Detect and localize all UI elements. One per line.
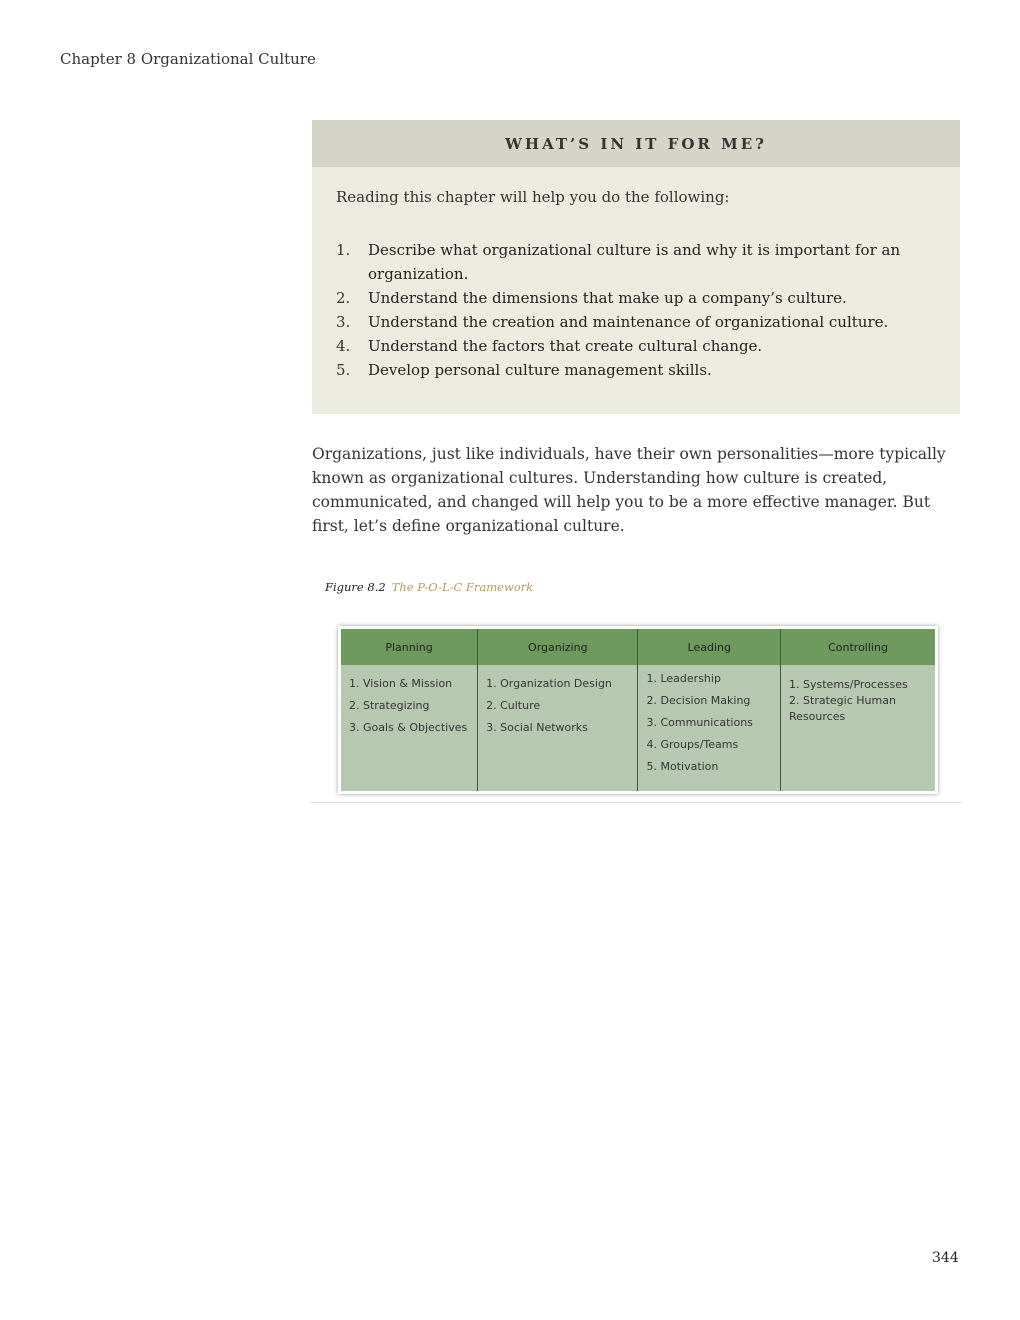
table-item: 1. Systems/Processes xyxy=(789,678,908,691)
item-text: Develop personal culture management skills. xyxy=(368,361,712,379)
objectives-title: WHAT’S IN IT FOR ME? xyxy=(312,120,960,167)
item-number: 4. xyxy=(336,337,351,355)
table-item: 3. Communications xyxy=(646,716,753,729)
table-item: 1. Organization Design xyxy=(486,677,612,690)
figure-caption xyxy=(325,580,533,594)
leading-cell xyxy=(638,665,781,791)
table-item: 1. Leadership xyxy=(646,672,721,685)
table-item: 3. Social Networks xyxy=(486,721,588,734)
figure-title: The P-O-L-C Framework xyxy=(391,580,534,594)
objectives-list xyxy=(336,238,936,382)
column-header-controlling: Controlling xyxy=(781,629,935,665)
table-item: 2. Decision Making xyxy=(646,694,751,707)
item-text: Describe what organizational culture is and why it is important for an organization. xyxy=(368,241,901,283)
list-item xyxy=(336,334,936,358)
table-item: 5. Motivation xyxy=(646,760,719,773)
item-text: Understand the factors that create cultural change. xyxy=(368,337,763,355)
item-number: 1. xyxy=(336,241,351,259)
organizing-cell xyxy=(478,665,638,791)
column-header-planning: Planning xyxy=(341,629,478,665)
item-number: 3. xyxy=(336,313,351,331)
column-header-organizing: Organizing xyxy=(478,629,638,665)
list-item xyxy=(336,358,936,382)
polc-framework-table xyxy=(338,626,938,794)
column-header-leading: Leading xyxy=(638,629,781,665)
table-item: 3. Goals & Objectives xyxy=(349,721,468,734)
list-item xyxy=(336,238,936,286)
table-item: 2. Strategizing xyxy=(349,699,430,712)
objectives-box xyxy=(312,120,960,414)
figure-label: Figure 8.2 xyxy=(325,580,386,594)
body-paragraph: Organizations, just like individuals, have their own personalities—more typically known as organizational cultures. Understanding how culture is created, communicated, and changed will help you to be a more effective manager. But first, let’s define organizational culture. xyxy=(312,445,946,535)
page-number: 344 xyxy=(932,1250,959,1266)
item-text: Understand the dimensions that make up a company’s culture. xyxy=(368,289,847,307)
planning-cell xyxy=(341,665,478,791)
item-text: Understand the creation and maintenance of organizational culture. xyxy=(368,313,889,331)
controlling-cell xyxy=(781,665,935,791)
item-number: 2. xyxy=(336,289,351,307)
list-item xyxy=(336,310,936,334)
divider xyxy=(310,802,962,803)
table-item: 2. Strategic Human Resources xyxy=(789,694,896,723)
list-item xyxy=(336,286,936,310)
chapter-header: Chapter 8 Organizational Culture xyxy=(60,50,316,68)
table-item: 4. Groups/Teams xyxy=(646,738,739,751)
item-number: 5. xyxy=(336,361,351,379)
objectives-intro: Reading this chapter will help you do the following: xyxy=(336,188,730,206)
table-item: 2. Culture xyxy=(486,699,541,712)
table-item: 1. Vision & Mission xyxy=(349,677,453,690)
